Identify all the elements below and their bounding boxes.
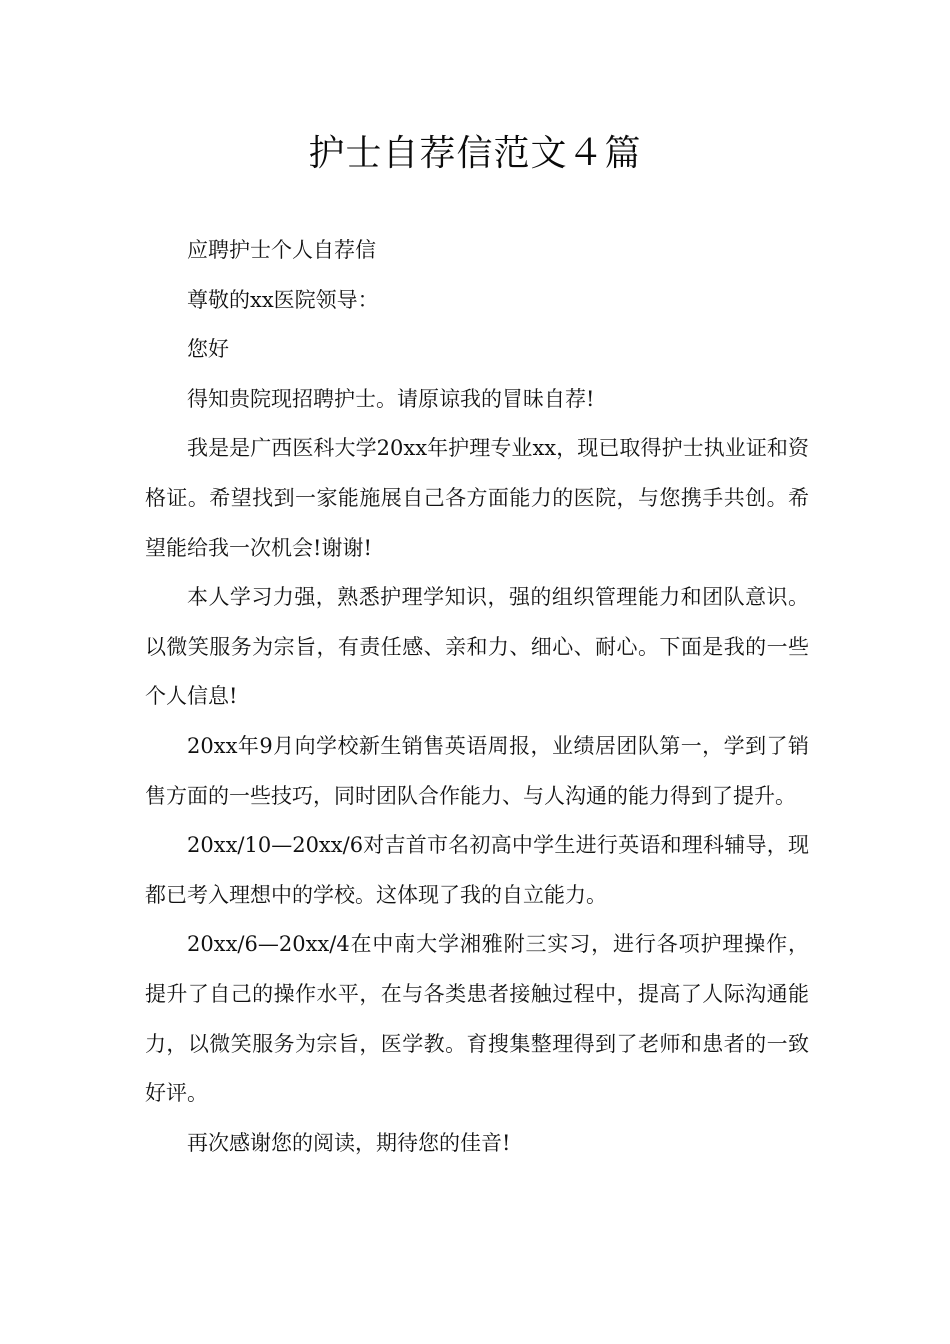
- paragraph-intro: 得知贵院现招聘护士。请原谅我的冒昧自荐!: [187, 386, 595, 411]
- paragraph-strengths: 本人学习力强，熟悉护理学知识，强的组织管理能力和团队意识。以微笑服务为宗旨，有责任感、亲和力、细心、耐心。下面是我的一些个人信息!: [145, 585, 809, 709]
- paragraph-background: 我是是广西医科大学20xx年护理专业xx，现已取得护士执业证和资格证。希望找到一家能施展自己各方面能力的医院，与您携手共创。希望能给我一次机会!谢谢!: [145, 436, 809, 560]
- paragraph-greeting: 您好: [187, 337, 229, 362]
- letter-body: [145, 226, 809, 1168]
- document-title: 护士自荐信范文４篇: [308, 133, 642, 174]
- paragraph-experience-sales: 20xx年9月向学校新生销售英语周报，业绩居团队第一，学到了销售方面的一些技巧，同时团队合作能力、与人沟通的能力得到了提升。: [145, 733, 809, 808]
- paragraph-closing: 再次感谢您的阅读，期待您的佳音!: [187, 1130, 511, 1155]
- paragraph-experience-tutoring: 20xx/10—20xx/6对吉首市名初高中学生进行英语和理科辅导，现都已考入理想中的学校。这体现了我的自立能力。: [145, 833, 809, 907]
- paragraph-salutation: 尊敬的xx医院领导：: [187, 287, 379, 312]
- paragraph-heading: 应聘护士个人自荐信: [187, 238, 376, 262]
- paragraph-experience-internship: 20xx/6—20xx/4在中南大学湘雅附三实习，进行各项护理操作，提升了自己的操作水平，在与各类患者接触过程中，提高了人际沟通能力，以微笑服务为宗旨，医学教。育搜集整理得到了老师和患者的一致好评。: [145, 932, 809, 1106]
